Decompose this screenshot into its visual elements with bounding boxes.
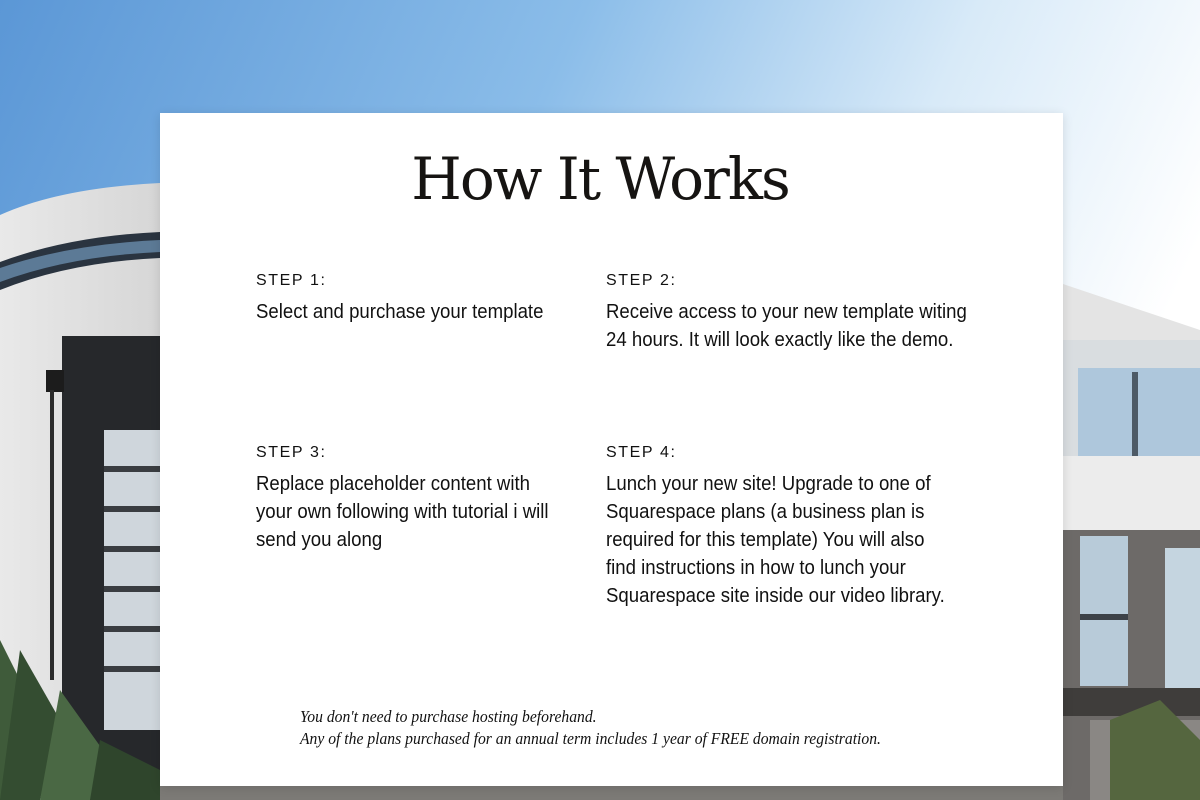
step-3-line: your own following with tutorial i will: [256, 501, 549, 523]
step-1-line: Select and purchase your template: [256, 301, 544, 323]
page-title: How It Works: [411, 145, 789, 213]
step-3: [256, 444, 571, 554]
footnote: [300, 706, 881, 750]
step-2: [606, 272, 994, 354]
step-3-text: [256, 470, 549, 554]
left-building: [0, 183, 160, 800]
step-2-label: STEP 2:: [606, 272, 677, 289]
step-2-line: Receive access to your new template witing: [606, 301, 967, 323]
step-4-line: Lunch your new site! Upgrade to one of: [606, 473, 931, 495]
step-4-line: find instructions in how to lunch your: [606, 557, 906, 579]
step-4-text: [606, 470, 945, 610]
step-4-line: required for this template) You will also: [606, 529, 925, 551]
step-4-label: STEP 4:: [606, 444, 677, 461]
step-4-line: Squarespace plans (a business plan is: [606, 501, 925, 523]
step-1-label: STEP 1:: [256, 272, 327, 289]
footnote-line-2: Any of the plans purchased for an annual term includes 1 year of FREE domain registration.: [300, 729, 881, 748]
step-4: [606, 444, 970, 610]
step-4-line: Squarespace site inside our video library.: [606, 585, 945, 607]
step-1: [256, 272, 565, 326]
step-2-line: 24 hours. It will look exactly like the demo.: [606, 329, 954, 351]
right-building: [1063, 284, 1200, 800]
step-2-text: [606, 298, 967, 354]
footnote-line-1: You don't need to purchase hosting beforehand.: [300, 707, 597, 726]
step-3-label: STEP 3:: [256, 444, 327, 461]
step-1-text: [256, 298, 543, 326]
step-3-line: send you along: [256, 529, 383, 551]
step-3-line: Replace placeholder content with: [256, 473, 531, 495]
